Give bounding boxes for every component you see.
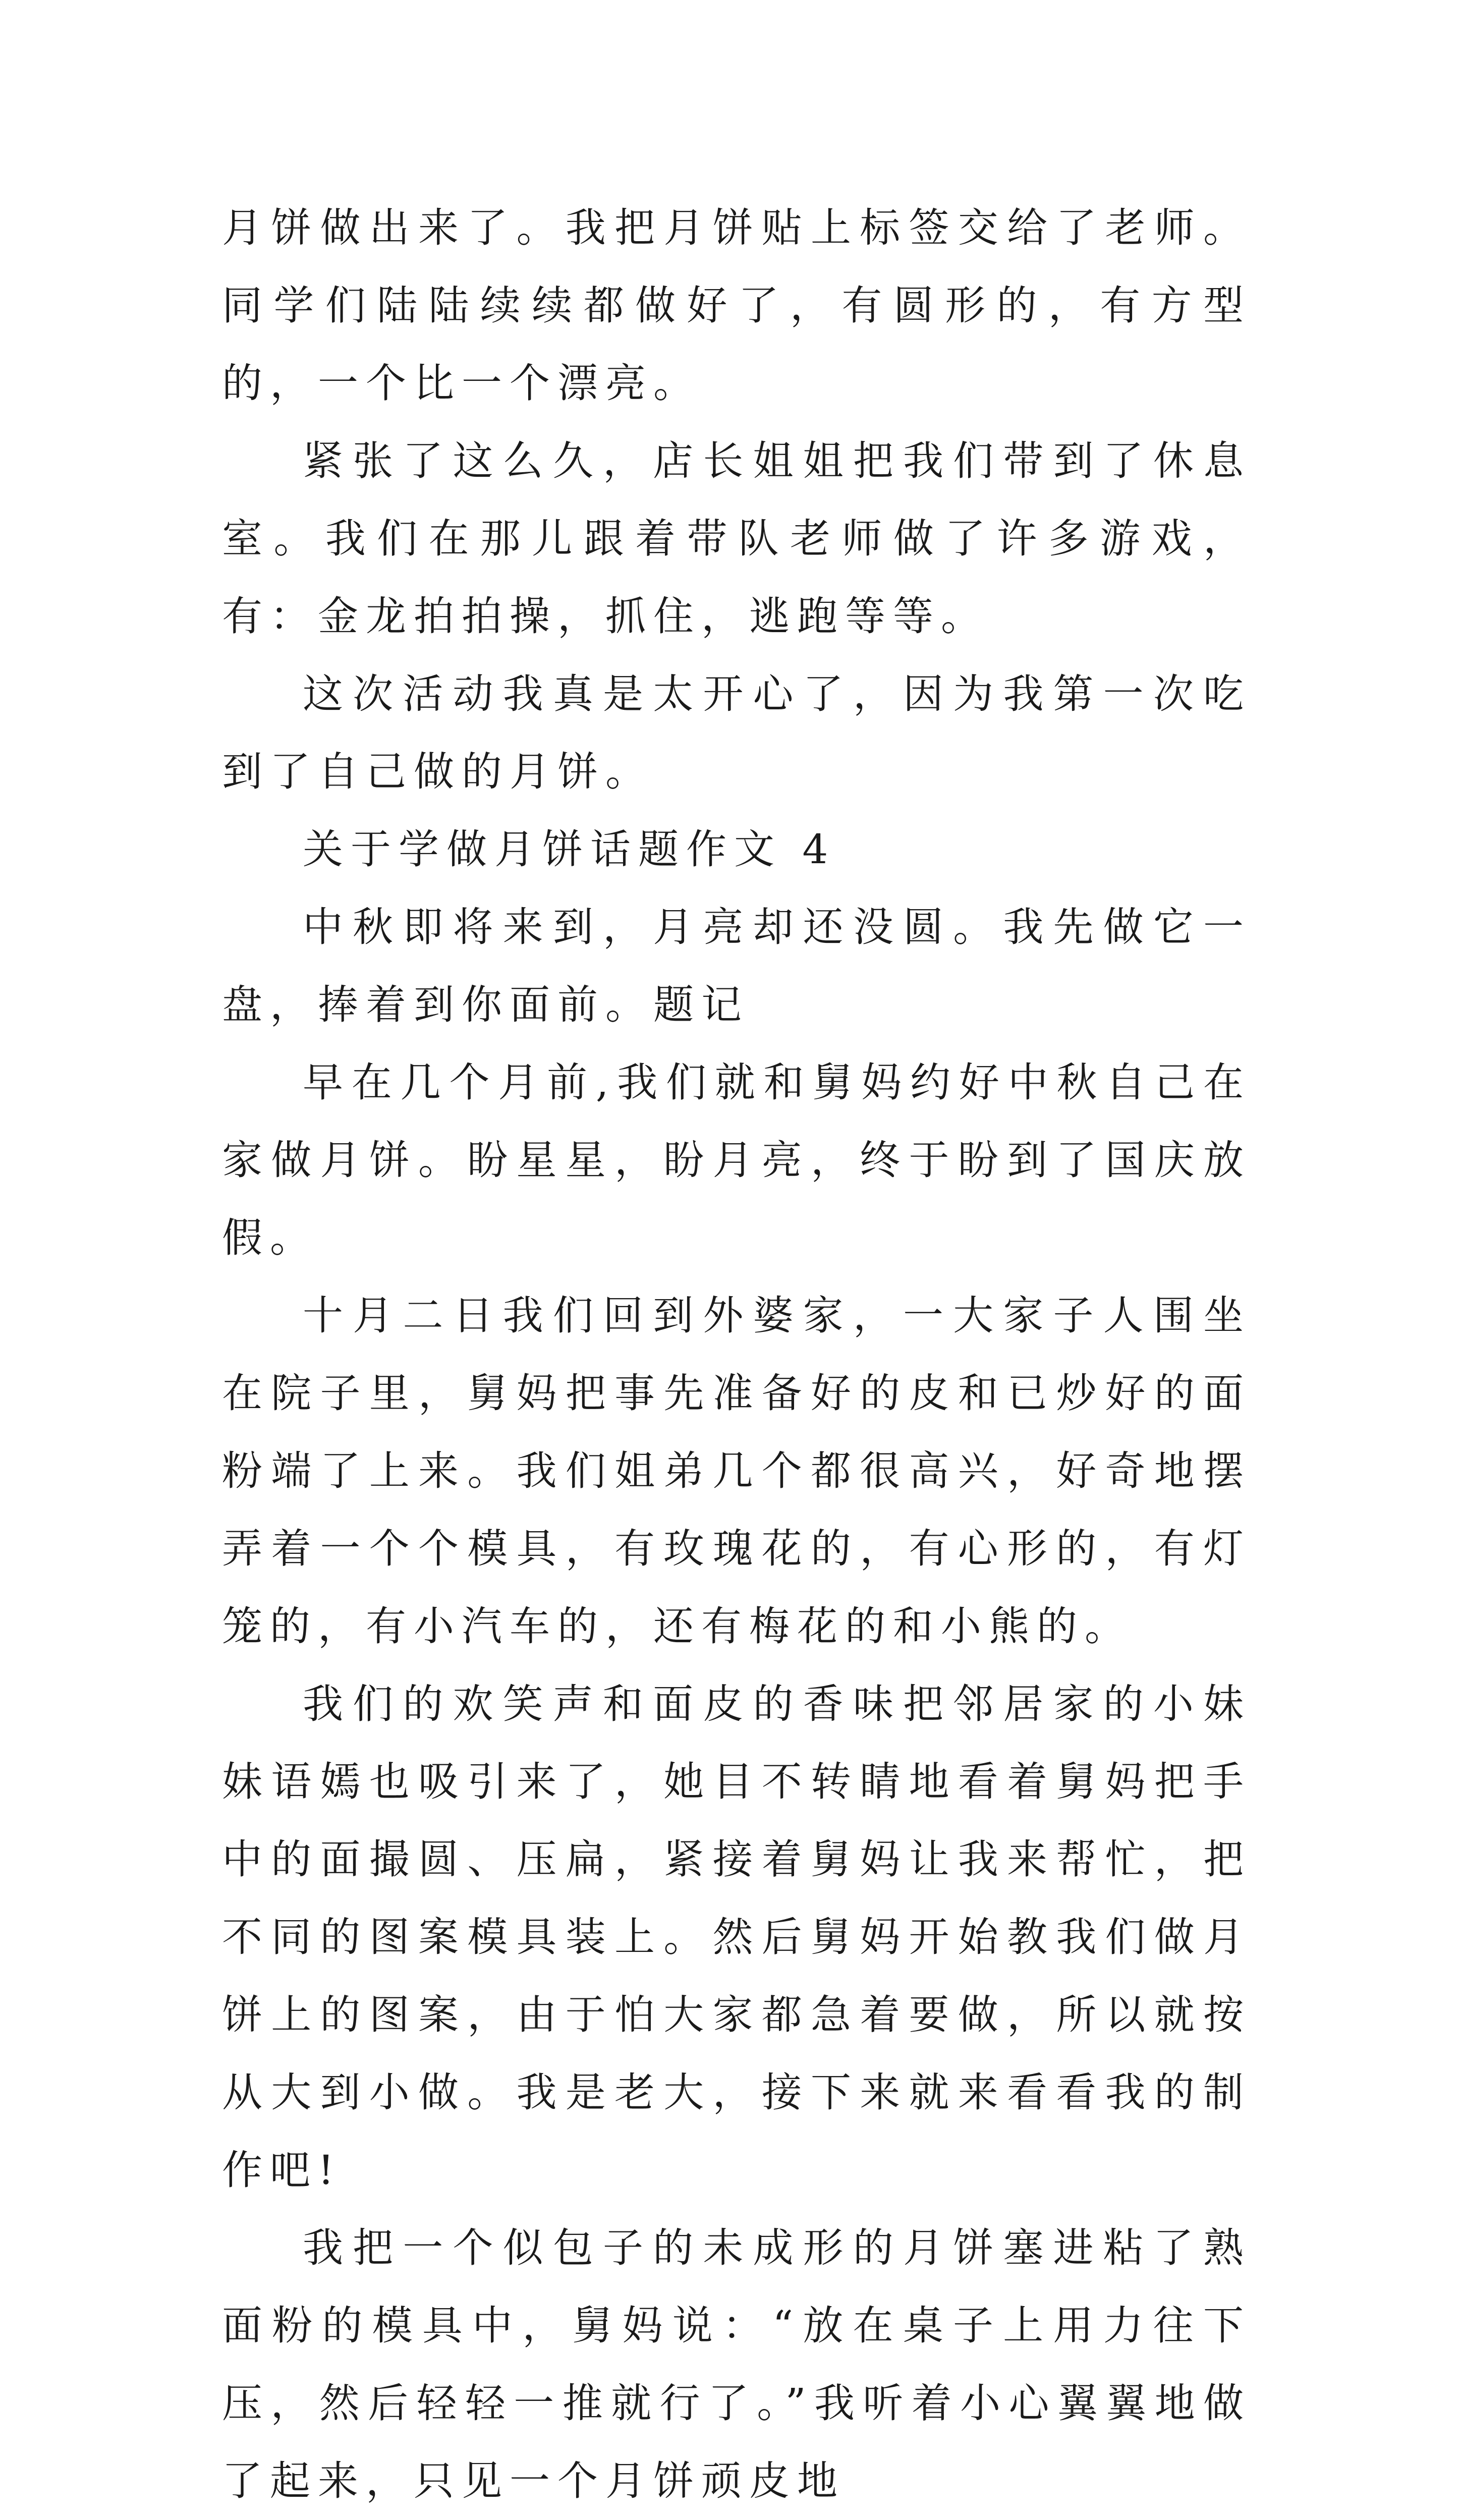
document-body xyxy=(222,189,1251,2520)
paragraph-8: 我们的欢笑声和面皮的香味把邻居家的小妹妹语嫣也吸引来了，她目不转睛地看着舅妈把手中的面撮圆、压扁，紧接着舅妈让我来帮忙，把不同的图案模具装上。然后舅妈开始教我们做月饼上的图案，由于怕大家都急着要做，所以就按从大到小做。我是老大，接下来就来看看我的制作吧! xyxy=(222,1681,1251,2194)
paragraph-2: 紧张了这么久，店长姐姐把我们带到了休息室。我们在那儿跟着带队老师做了许多游戏，有：金龙拍拍操，抓住，逃跑等等。 xyxy=(222,437,1251,640)
paragraph-6: 早在几个月前,我们就和舅妈约好中秋自己在家做月饼。盼星星，盼月亮，终于盼到了国庆放假。 xyxy=(222,1059,1251,1261)
paragraph-1: 月饼做出来了。我把月饼贴上标签交给了老师。同学们陆陆续续都做好了，有圆形的，有方型的，一个比一个漂亮。 xyxy=(222,204,1251,407)
section-heading: 关于学做月饼话题作文 4 xyxy=(303,826,836,873)
paragraph-7: 十月二日我们回到外婆家，一大家子人围坐在院子里，舅妈把事先准备好的皮和已炒好的面粉端了上来。我们姐弟几个都很高兴，好奇地摆弄着一个个模具，有玫瑰花的，有心形的，有灯笼的，有小汽车的，还有梅花的和小熊的。 xyxy=(222,1292,1251,1650)
paragraph-3: 这次活动我真是太开心了，因为我第一次吃到了自己做的月饼。 xyxy=(222,670,1251,795)
paragraph-9: 我把一个似包子的未成形的月饼塞进粘了熟面粉的模具中，舅妈说：“放在桌子上用力往下压，然后轻轻一推就行了。”我听着小心翼翼地做了起来，只见一个月饼顽皮地 xyxy=(222,2224,1251,2504)
paragraph-5: 中秋即将来到，月亮却还没圆。我先做它一盘，捧着到你面前。题记 xyxy=(222,904,1251,1028)
